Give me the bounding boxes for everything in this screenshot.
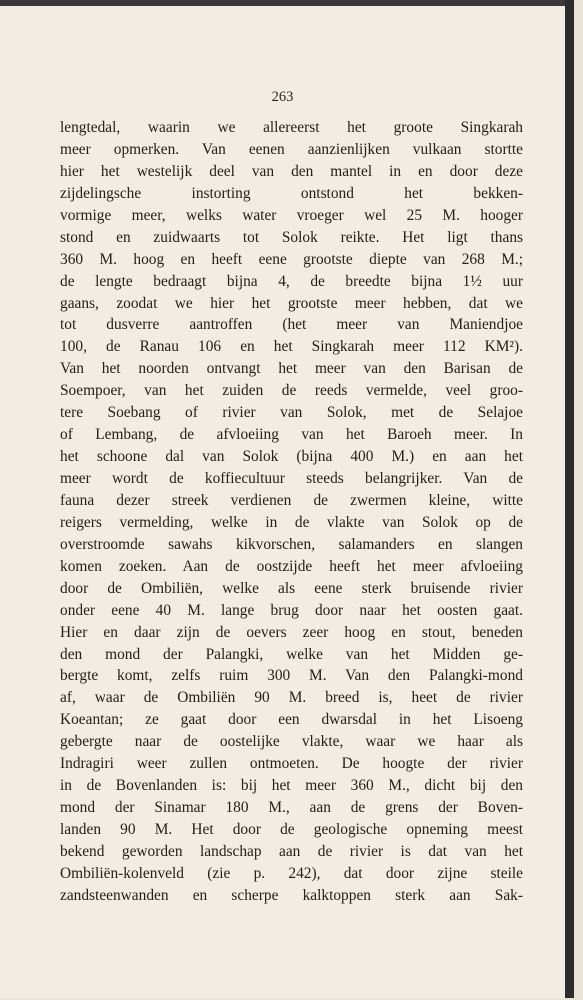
text-line: Soempoer, van het zuiden de reeds vermelde, veel groo- (60, 382, 523, 400)
text-line: meer wordt de koffiecultuur steeds belangrijker. Van de (60, 470, 523, 487)
text-line: Indragiri weer zullen ontmoeten. De hoogte der rivier (60, 755, 523, 773)
text-line: fauna dezer streek verdienen de zwermen kleine, witte (60, 491, 523, 509)
text-line: reigers vermelding, welke in de vlakte van Solok op de (60, 513, 523, 531)
text-line: Van het noorden ontvangt het meer van den Barisan de (60, 360, 523, 378)
text-line: onder eene 40 M. lange brug door naar het oosten gaat. (60, 601, 523, 619)
text-line: het schoone dal van Solok (bijna 400 M.) en aan het (60, 448, 523, 466)
page-number: 263 (271, 89, 294, 105)
text-line: zandsteenwanden en scherpe kalktoppen sterk aan Sak- (60, 886, 523, 904)
text-line: komen zoeken. Aan de oostzijde heeft het meer afvloeiing (60, 557, 523, 575)
text-line: gaans, zoodat we hier het grootste meer hebben, dat we (60, 294, 523, 312)
text-line: gebergte naar de oostelijke vlakte, waar we haar als (60, 733, 523, 751)
text-line: 360 M. hoog en heeft eene grootste diepte van 268 M.; (60, 250, 523, 268)
text-line: mond der Sinamar 180 M., aan de grens der Boven- (60, 799, 523, 817)
text-line: vormige meer, welks water vroeger wel 25 M. hooger (60, 206, 523, 224)
text-line: meer opmerken. Van eenen aanzienlijken vulkaan stortte (60, 140, 523, 158)
text-line: Ombiliën-kolenveld (zie p. 242), dat door zijne steile (60, 864, 523, 882)
text-line: tot dusverre aantroffen (het meer van Maniendjoe (60, 316, 523, 334)
text-line: bekend geworden landschap aan de rivier is dat van het (60, 842, 523, 860)
text-line: hier het westelijk deel van den mantel in en door deze (60, 162, 523, 180)
text-line: zijdelingsche instorting ontstond het bekken- (60, 184, 523, 202)
text-line: 100, de Ranau 106 en het Singkarah meer 112 KM²). (60, 338, 523, 356)
text-line: door de Ombiliën, welke als eene sterk bruisende rivier (60, 579, 523, 597)
text-line: tere Soebang of rivier van Solok, met de Selajoe (60, 404, 523, 422)
text-line: bergte komt, zelfs ruim 300 M. Van den Palangki-mond (60, 667, 523, 685)
text-line: overstroomde sawahs kikvorschen, salamanders en slangen (60, 535, 523, 553)
text-line: de lengte bedraagt bijna 4, de breedte bijna 1½ uur (60, 272, 523, 290)
text-line: Koeantan; ze gaat door een dwarsdal in het Lisoeng (60, 711, 523, 729)
text-line: landen 90 M. Het door de geologische opneming meest (60, 821, 523, 838)
text-line: in de Bovenlanden is: bij het meer 360 M., dicht bij den (60, 777, 523, 795)
text-line: lengtedal, waarin we allereerst het groote Singkarah (60, 119, 523, 136)
text-line: af, waar de Ombiliën 90 M. breed is, heet de rivier (60, 689, 523, 707)
text-line: Hier en daar zijn de oevers zeer hoog en stout, beneden (60, 623, 523, 641)
text-line: den mond der Palangki, welke van het Midden ge- (60, 645, 523, 663)
text-line: of Lembang, de afvloeiing van het Baroeh meer. In (60, 426, 523, 444)
text-line: stond en zuidwaarts tot Solok reikte. Het ligt thans (60, 228, 523, 246)
body-text (60, 117, 523, 907)
